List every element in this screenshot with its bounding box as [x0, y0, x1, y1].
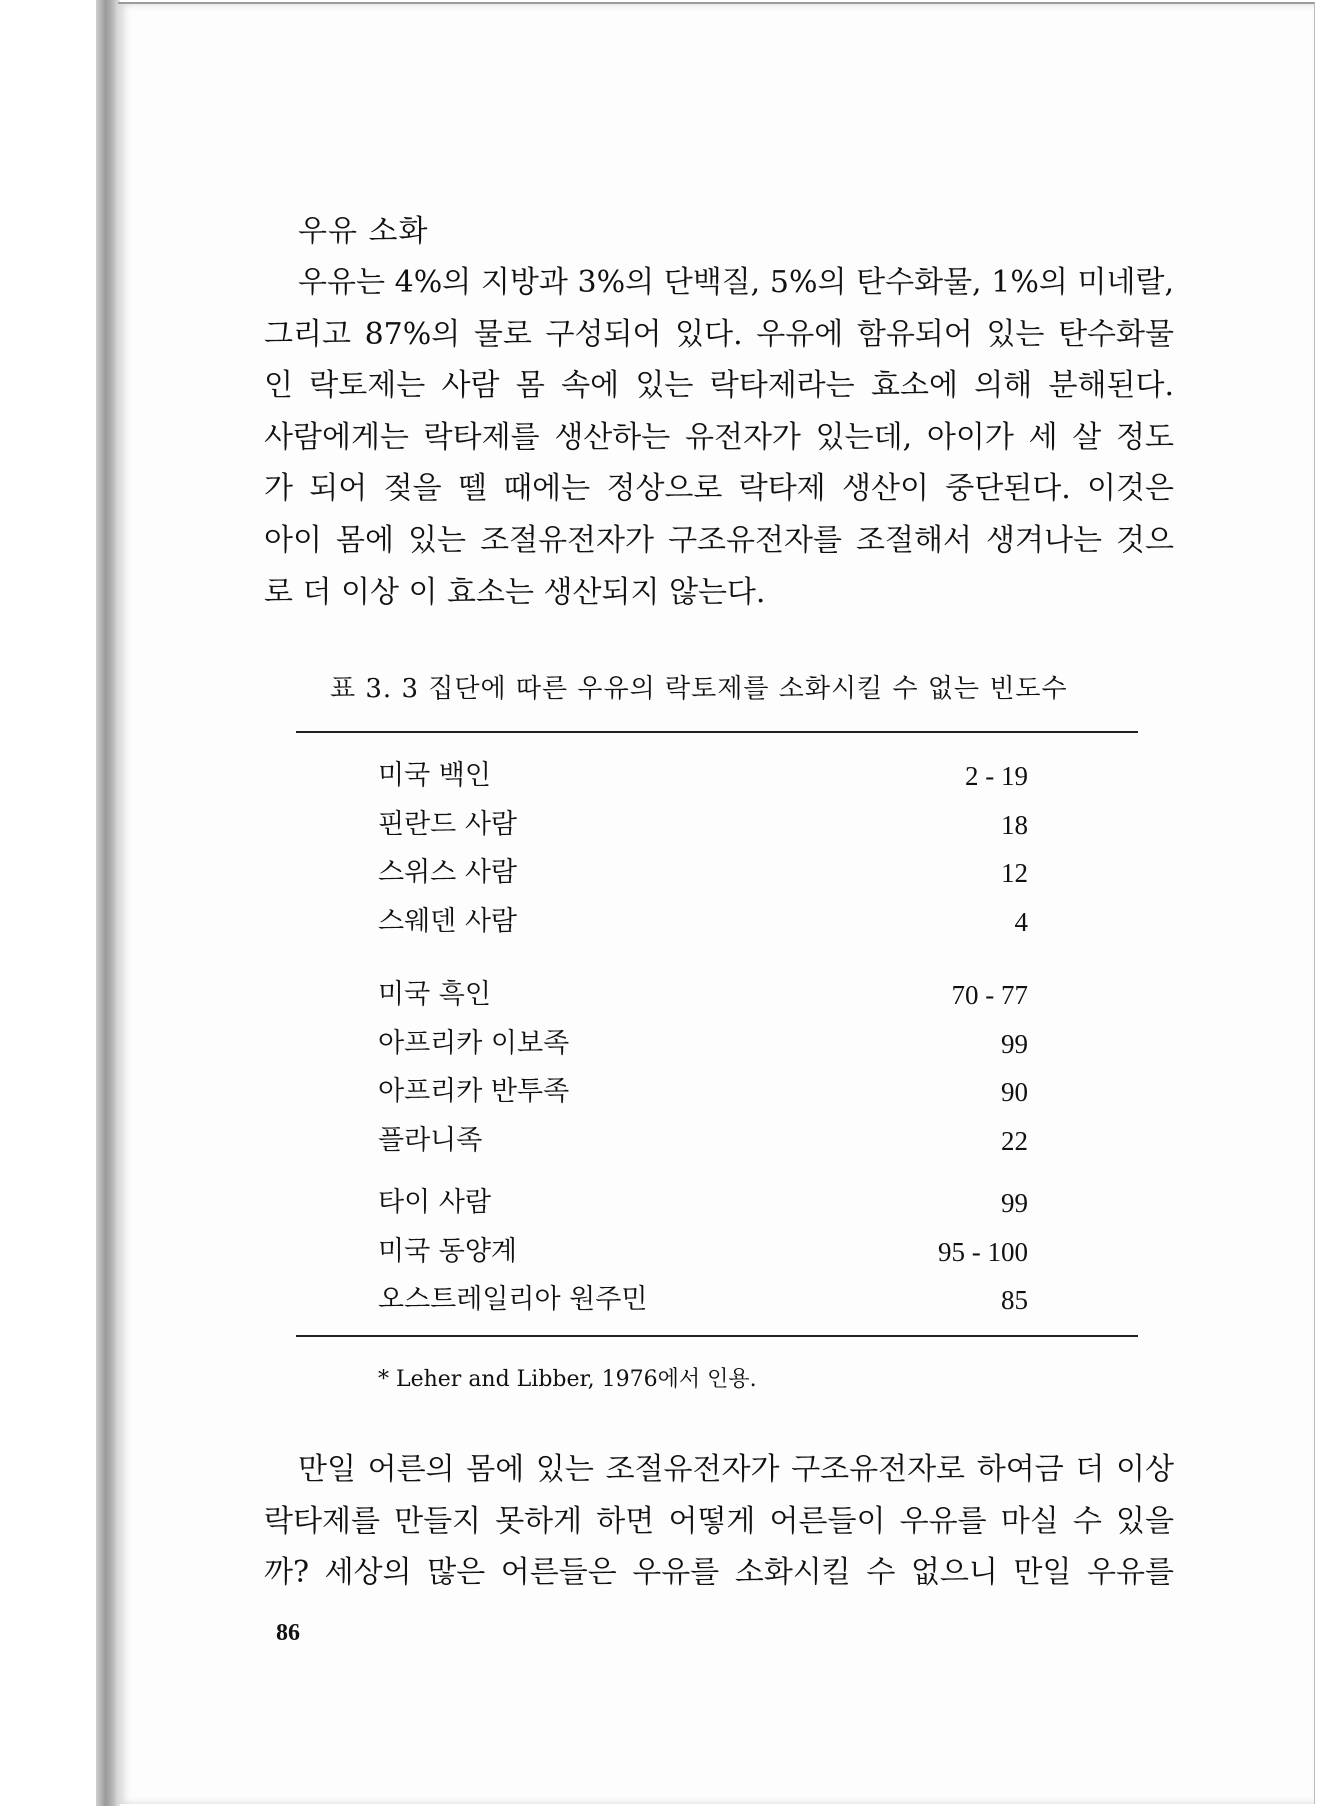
table-row — [378, 1280, 1028, 1320]
row-population: 핀란드 사람 — [378, 809, 517, 840]
table-top-rule — [296, 731, 1138, 733]
paragraph-line: 락타제를 만들지 못하게 하면 어떻게 어른들이 우유를 마실 수 있을 — [264, 1503, 1174, 1539]
row-population: 미국 흑인 — [378, 979, 491, 1010]
book-spine — [96, 0, 120, 1806]
paragraph-line: 까? 세상의 많은 어른들은 우유를 소화시킬 수 없으니 만일 우유를 — [264, 1555, 1174, 1591]
table-row — [378, 1072, 1028, 1112]
row-frequency: 18 — [1001, 810, 1028, 840]
paragraph-line: 가 되어 젖을 뗄 때에는 정상으로 락타제 생산이 중단된다. 이것은 — [264, 471, 1174, 507]
row-frequency: 12 — [1001, 858, 1028, 888]
paragraph-line: 인 락토제는 사람 몸 속에 있는 락타제라는 효소에 의해 분해된다. — [264, 368, 1174, 404]
table-bottom-rule — [296, 1335, 1138, 1337]
table-row — [378, 853, 1028, 893]
table-source-note: * Leher and Libber, 1976에서 인용. — [378, 1367, 757, 1392]
row-population: 미국 동양계 — [378, 1236, 517, 1267]
table-row — [378, 1024, 1028, 1064]
row-frequency: 85 — [1001, 1285, 1028, 1315]
paragraph-1 — [264, 257, 1174, 618]
row-frequency: 70 - 77 — [951, 980, 1028, 1010]
table-row — [378, 902, 1028, 942]
row-population: 플라니족 — [378, 1125, 483, 1156]
paragraph-line: 로 더 이상 이 효소는 생산되지 않는다. — [264, 574, 766, 610]
row-population: 아프리카 이보족 — [378, 1028, 570, 1059]
page-number: 86 — [276, 1620, 300, 1646]
row-frequency: 95 - 100 — [938, 1237, 1028, 1267]
row-population: 스웨덴 사람 — [378, 906, 517, 937]
paragraph-line: 아이 몸에 있는 조절유전자가 구조유전자를 조절해서 생겨나는 것으 — [264, 522, 1174, 558]
row-population: 아프리카 반투족 — [378, 1076, 570, 1107]
table-caption: 표 3. 3 집단에 따른 우유의 락토제를 소화시킬 수 없는 빈도수 — [330, 674, 1068, 704]
row-population: 미국 백인 — [378, 760, 491, 791]
table-row — [378, 1121, 1028, 1161]
table-row — [378, 756, 1028, 796]
row-frequency: 22 — [1001, 1126, 1028, 1156]
table-row — [378, 805, 1028, 845]
row-frequency: 99 — [1001, 1188, 1028, 1218]
paragraph-line: 우유는 4%의 지방과 3%의 단백질, 5%의 탄수화물, 1%의 미네랄, — [298, 265, 1174, 300]
paragraph-line: 그리고 87%의 물로 구성되어 있다. 우유에 함유되어 있는 탄수화물 — [264, 316, 1174, 352]
row-population: 오스트레일리아 원주민 — [378, 1284, 648, 1315]
table-row — [378, 1183, 1028, 1223]
paragraph-line: 만일 어른의 몸에 있는 조절유전자가 구조유전자로 하여금 더 이상 — [298, 1452, 1174, 1487]
row-frequency: 2 - 19 — [965, 761, 1028, 791]
row-population: 타이 사람 — [378, 1187, 491, 1218]
paragraph-2 — [264, 1444, 1174, 1599]
row-frequency: 4 — [1014, 907, 1028, 937]
table-row — [378, 975, 1028, 1015]
row-population: 스위스 사람 — [378, 857, 517, 888]
paragraph-line: 사람에게는 락타제를 생산하는 유전자가 있는데, 아이가 세 살 정도 — [264, 419, 1174, 455]
table-row — [378, 1232, 1028, 1272]
row-frequency: 90 — [1001, 1077, 1028, 1107]
row-frequency: 99 — [1001, 1029, 1028, 1059]
section-heading: 우유 소화 — [298, 214, 429, 249]
